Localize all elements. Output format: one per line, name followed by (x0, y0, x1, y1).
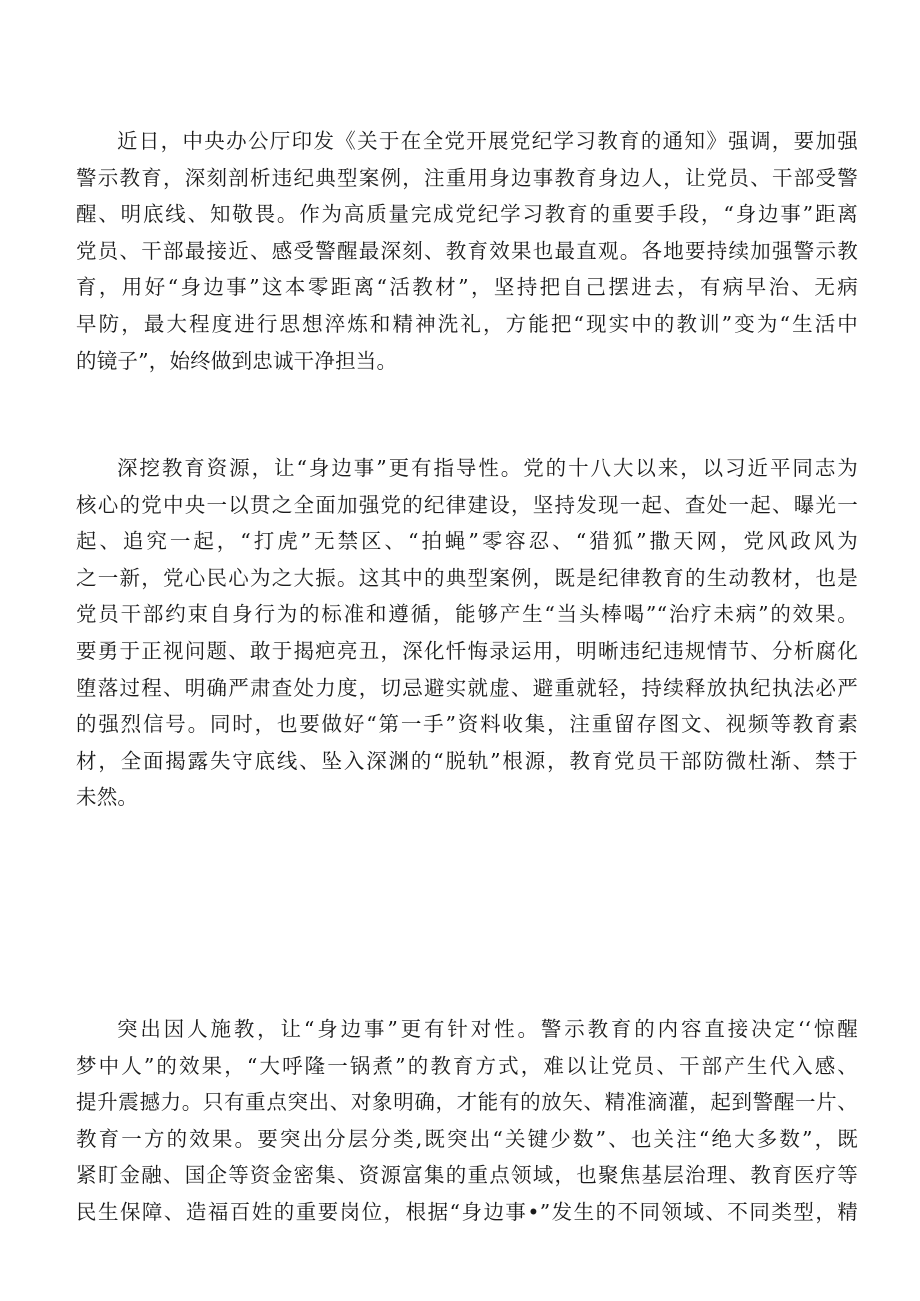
text-line: 未然。 (76, 785, 139, 810)
text-line: 早防，最大程度进行思想淬炼和精神洗礼，方能把“现实中的教训”变为“生活中 (76, 311, 858, 336)
paragraph-3 (76, 1011, 858, 1231)
text-line: 提升震撼力。只有重点突出、对象明确，才能有的放矢、精准滴灌，起到警醒一片、 (76, 1090, 858, 1115)
text-line: 材，全面揭露失守底线、坠入深渊的“脱轨”根源，教育党员干部防微杜渐、禁于 (76, 748, 858, 773)
text-line: 党员干部约束自身行为的标准和遵循，能够产生“当头棒喝”“治疗未病”的效果。 (76, 602, 858, 627)
text-line: 核心的党中央一以贯之全面加强党的纪律建设，坚持发现一起、查处一起、曝光一 (76, 492, 858, 517)
text-line: 的强烈信号。同时，也要做好“第一手”资料收集，注重留存图文、视频等教育素 (76, 712, 858, 737)
text-line: 深挖教育资源，让“身边事”更有指导性。党的十八大以来，以习近平同志为 (117, 456, 858, 480)
text-line: 党员、干部最接近、感受警醒最深刻、教育效果也最直观。各地要持续加强警示教 (76, 238, 858, 263)
text-line: 警示教育，深刻剖析违纪典型案例，注重用身边事教育身边人，让党员、干部受警 (76, 165, 858, 190)
text-line: 近日，中央办公厅印发《关于在全党开展党纪学习教育的通知》强调，要加强 (117, 129, 858, 153)
text-line: 民生保障、造福百姓的重要岗位，根据“身边事•”发生的不同领域、不同类型，精 (76, 1199, 858, 1224)
text-line: 的镜子”，始终做到忠诚干净担当。 (76, 348, 398, 373)
text-line: 教育一方的效果。要突出分层分类,既突出“关键少数”、也关注“绝大多数”，既 (76, 1126, 858, 1151)
text-line: 梦中人”的效果，“大呼隆一锅煮”的教育方式，难以让党员、干部产生代入感、 (76, 1053, 858, 1078)
text-line: 起、追究一起，“打虎”无禁区、“拍蝇”零容忍、“猎狐”撒天网，党风政风为 (76, 529, 858, 554)
text-line: 堕落过程、明确严肃查处力度，切忌避实就虚、避重就轻，持续释放执纪执法必严 (76, 675, 858, 700)
paragraph-2 (76, 450, 858, 816)
text-line: 醒、明底线、知敬畏。作为高质量完成党纪学习教育的重要手段，“身边事”距离 (76, 202, 858, 227)
text-line: 要勇于正视问题、敢于揭疤亮丑，深化忏悔录运用，明晰违纪违规情节、分析腐化 (76, 638, 858, 663)
text-line: 之一新，党心民心为之大振。这其中的典型案例，既是纪律教育的生动教材，也是 (76, 565, 858, 590)
text-line: 突出因人施教，让“身边事”更有针对性。警示教育的内容直接决定‘‘惊醒 (117, 1017, 858, 1041)
text-line: 紧盯金融、国企等资金密集、资源富集的重点领域，也聚焦基层治理、教育医疗等 (76, 1163, 858, 1188)
text-line: 育，用好“身边事”这本零距离“活教材”，坚持把自己摆进去，有病早治、无病 (76, 275, 858, 300)
paragraph-1 (76, 123, 858, 379)
